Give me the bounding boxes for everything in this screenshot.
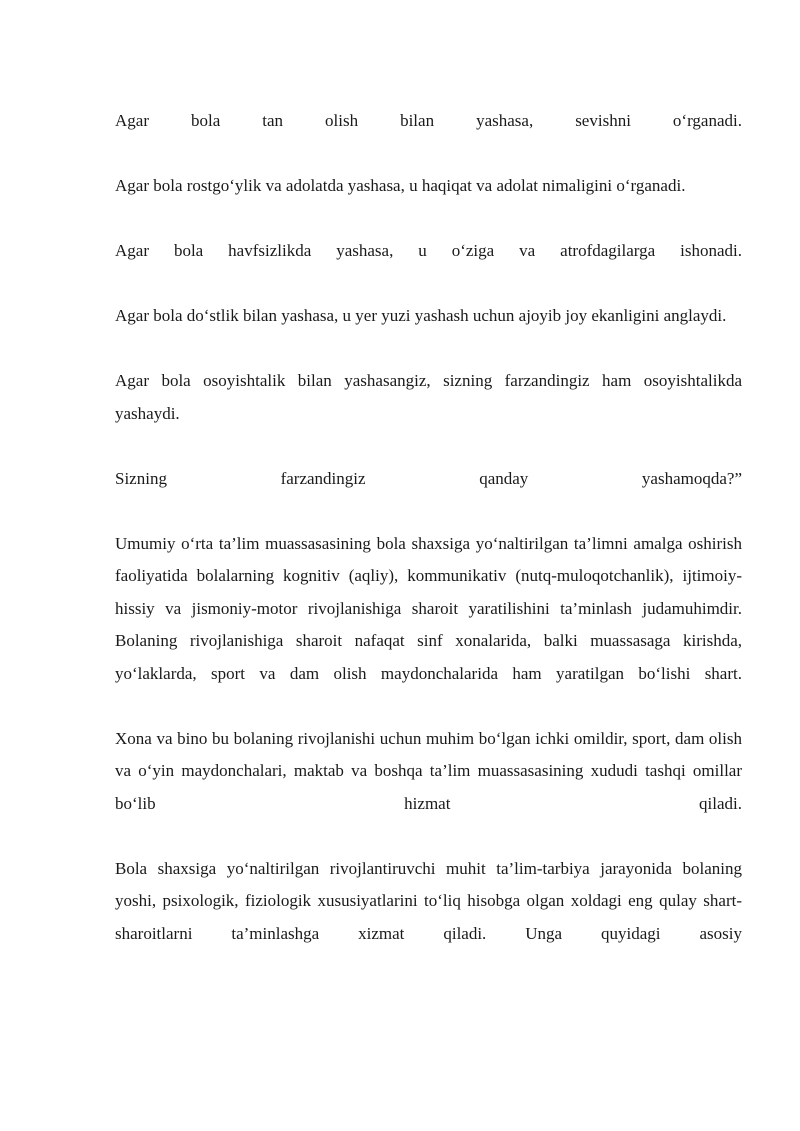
- paragraph-2: Agar bola rostgo‘ylik va adolatda yashasa, u haqiqat va adolat nimaligini o‘rganadi.: [115, 176, 686, 195]
- paragraph-6: Sizning farzandingiz qanday yashamoqda?”: [115, 468, 742, 488]
- paragraph-9: Bola shaxsiga yo‘naltirilgan rivojlantiruvchi muhit ta’lim-tarbiya jarayonida bolaning yoshi, psixologik, fiziologik xususiyatlarini to‘liq hisobga olgan xoldagi eng qulay shart-sharoitlarni ta’minlashga xizmat qiladi. Unga quyidagi asosiy: [115, 858, 742, 943]
- paragraph-1: Agar bola tan olish bilan yashasa, sevishni o‘rganadi.: [115, 111, 742, 130]
- paragraph-4: Agar bola do‘stlik bilan yashasa, u yer yuzi yashash uchun ajoyib joy ekanligini anglaydi.: [115, 306, 727, 325]
- document-body: [115, 105, 742, 983]
- paragraph-7: Umumiy o‘rta ta’lim muassasasining bola shaxsiga yo‘naltirilgan ta’limni amalga oshirish faoliyatida bolalarning kognitiv (aqliy), kommunikativ (nutq-muloqotchanlik), ijtimoiy-hissiy va jismoniy-motor rivojlanishiga sharoit yaratilishini ta’minlash judamuhimdir. Bolaning rivojlanishiga sharoit nafaqat sinf xonalarida, balki muassasaga kirishda, yo‘laklarda, sport va dam olish maydonchalarida ham yaratilgan bo‘lishi shart.: [115, 533, 742, 683]
- paragraph-5: Agar bola osoyishtalik bilan yashasangiz, sizning farzandingiz ham osoyishtalikda yashaydi.: [115, 371, 742, 423]
- paragraph-8: Xona va bino bu bolaning rivojlanishi uchun muhim bo‘lgan ichki omildir, sport, dam olish va o‘yin maydonchalari, maktab va boshqa ta’lim muassasasining xududi tashqi omillar bo‘lib hizmat qiladi.: [115, 728, 742, 813]
- paragraph-3: Agar bola havfsizlikda yashasa, u o‘ziga va atrofdagilarga ishonadi.: [115, 241, 742, 260]
